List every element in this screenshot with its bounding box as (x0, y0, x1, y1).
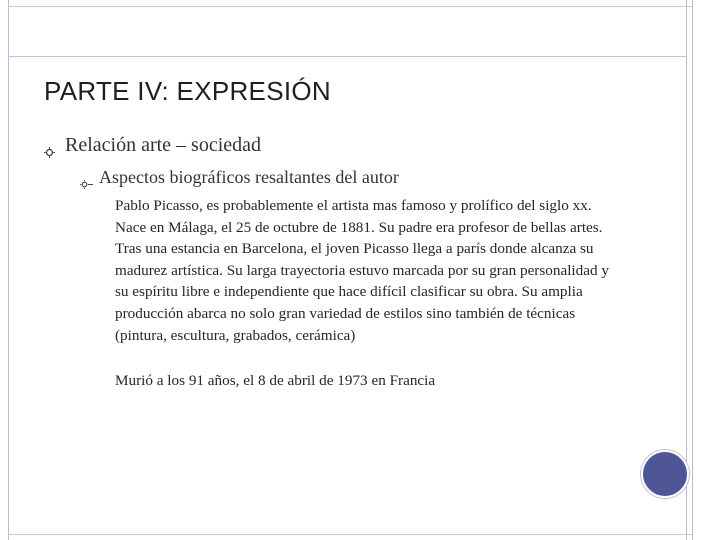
bullet-level-1 (44, 134, 261, 157)
title-divider (8, 56, 687, 57)
frame-bottom-line (8, 534, 693, 535)
biography-paragraph: Pablo Picasso, es probablemente el artista mas famoso y prolífico del siglo xx. Nace en Málaga, el 25 de octubre de 1881. Su padre era profesor de bellas artes. Tras una estancia en Barcelona, el joven Picasso llega a parís donde alcanza su madurez artística. Su larga trayectoria estuvo marcada por su gran personalidad y su espíritu libre e independiente que hace difícil clasificar su obra. Su amplia producción abarca no solo gran variedad de estilos sino también de técnicas (pintura, escultura, grabados, cerámica) (115, 197, 609, 344)
frame-right-line-outer (692, 0, 693, 540)
bullet-level-1-text: Relación arte – sociedad (65, 134, 262, 156)
sun-bullet-icon-small (80, 173, 93, 182)
frame-left-line (8, 0, 9, 540)
slide-title: PARTE IV: EXPRESIÓN (44, 76, 331, 106)
death-info-line: Murió a los 91 años, el 8 de abril de 1973 en Francia (115, 372, 436, 389)
decorative-circle (641, 450, 689, 498)
bullet-level-2-text: Aspectos biográficos resaltantes del autor (99, 167, 399, 187)
frame-right-line (686, 0, 687, 540)
bullet-level-2 (80, 167, 399, 188)
sun-bullet-icon (44, 141, 55, 152)
frame-top-line (8, 0, 693, 7)
